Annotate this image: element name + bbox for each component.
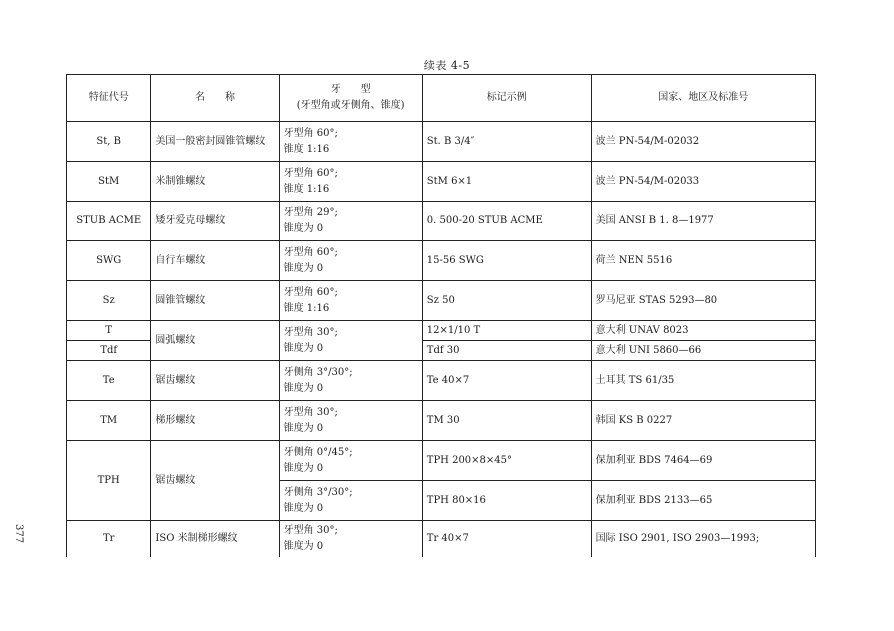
name-cell: 锯齿螺纹	[151, 361, 279, 401]
angle-cell	[279, 241, 422, 281]
angle-line: 牙型角 30°;	[283, 406, 338, 418]
name-cell: ISO 米制梯形螺纹	[151, 521, 279, 557]
code-cell: SWG	[67, 241, 151, 281]
header-angle	[279, 75, 422, 122]
taper-line: 锥度为 0	[283, 422, 324, 434]
standard-cell: 荷兰 NEN 5516	[591, 241, 815, 281]
standard-cell: 国际 ISO 2901, ISO 2903—1993;	[591, 521, 815, 557]
table-row	[67, 401, 816, 441]
angle-cell	[279, 401, 422, 441]
mark-cell: TPH 80×16	[422, 481, 591, 521]
header-standard: 国家、地区及标准号	[591, 75, 815, 122]
mark-cell: StM 6×1	[422, 162, 591, 202]
code-cell: Tdf	[67, 341, 151, 361]
code-cell: T	[67, 321, 151, 341]
code-cell: TPH	[67, 441, 151, 521]
standard-cell: 意大利 UNI 5860—66	[591, 341, 815, 361]
table-row	[67, 202, 816, 241]
table-row	[67, 162, 816, 202]
standard-cell: 美国 ANSI B 1. 8—1977	[591, 202, 815, 241]
header-angle-title: 牙 型	[330, 84, 371, 95]
standard-cell: 韩国 KS B 0227	[591, 401, 815, 441]
code-cell: Tr	[67, 521, 151, 557]
mark-cell: TPH 200×8×45°	[422, 441, 591, 481]
mark-cell: 0. 500-20 STUB ACME	[422, 202, 591, 241]
table-row	[67, 122, 816, 162]
name-cell: 圆弧螺纹	[151, 321, 279, 361]
angle-cell	[279, 122, 422, 162]
header-row	[67, 75, 816, 122]
standard-cell: 保加利亚 BDS 2133—65	[591, 481, 815, 521]
angle-line: 牙型角 60°;	[283, 286, 338, 298]
name-cell: 矮牙爱克母螺纹	[151, 202, 279, 241]
taper-line: 锥度为 0	[283, 342, 324, 354]
code-cell: Sz	[67, 281, 151, 321]
mark-cell: Tr 40×7	[422, 521, 591, 557]
name-cell: 锯齿螺纹	[151, 441, 279, 521]
taper-line: 锥度为 0	[283, 540, 324, 552]
mark-cell: 12×1/10 T	[422, 321, 591, 341]
header-code: 特征代号	[67, 75, 151, 122]
angle-line: 牙型角 30°;	[283, 524, 338, 536]
taper-line: 锥度为 0	[283, 223, 324, 234]
angle-cell	[279, 202, 422, 241]
standard-cell: 波兰 PN-54/M-02033	[591, 162, 815, 202]
taper-line: 锥度为 0	[283, 262, 324, 274]
angle-cell	[279, 321, 422, 361]
name-cell: 圆锥管螺纹	[151, 281, 279, 321]
name-cell: 米制锥螺纹	[151, 162, 279, 202]
taper-line: 锥度为 0	[283, 382, 324, 394]
table-row	[67, 241, 816, 281]
table-row	[67, 441, 816, 481]
taper-line: 锥度为 0	[283, 502, 324, 514]
standard-cell: 罗马尼亚 STAS 5293—80	[591, 281, 815, 321]
angle-cell	[279, 481, 422, 521]
taper-line: 锥度 1:16	[283, 143, 330, 155]
table-caption: 续表 4-5	[423, 59, 471, 72]
code-cell: STUB ACME	[67, 202, 151, 241]
name-cell: 美国一般密封圆锥管螺纹	[151, 122, 279, 162]
code-cell: StM	[67, 162, 151, 202]
code-cell: TM	[67, 401, 151, 441]
header-mark: 标记示例	[422, 75, 591, 122]
angle-line: 牙型角 29°;	[283, 207, 338, 218]
standard-cell: 波兰 PN-54/M-02032	[591, 122, 815, 162]
mark-cell: TM 30	[422, 401, 591, 441]
standard-cell: 土耳其 TS 61/35	[591, 361, 815, 401]
mark-cell: St. B 3/4″	[422, 122, 591, 162]
angle-line: 牙侧角 3°/30°;	[283, 486, 353, 498]
header-angle-subtitle: (牙型角或牙侧角、锥度)	[296, 100, 405, 111]
taper-line: 锥度 1:16	[283, 183, 330, 195]
mark-cell: Sz 50	[422, 281, 591, 321]
header-name: 名 称	[151, 75, 279, 122]
angle-line: 牙型角 60°;	[283, 246, 338, 258]
mark-cell: 15-56 SWG	[422, 241, 591, 281]
table-row	[67, 361, 816, 401]
taper-line: 锥度为 0	[283, 462, 324, 474]
angle-line: 牙型角 30°;	[283, 326, 338, 338]
mark-cell: Te 40×7	[422, 361, 591, 401]
angle-cell	[279, 521, 422, 557]
thread-spec-table	[66, 74, 816, 557]
table-row	[67, 321, 816, 341]
mark-cell: Tdf 30	[422, 341, 591, 361]
angle-line: 牙侧角 0°/45°;	[283, 446, 353, 458]
angle-cell	[279, 441, 422, 481]
angle-line: 牙型角 60°;	[283, 127, 338, 139]
name-cell: 自行车螺纹	[151, 241, 279, 281]
table-row	[67, 521, 816, 557]
page-number: 377	[13, 524, 24, 544]
angle-cell	[279, 162, 422, 202]
taper-line: 锥度 1:16	[283, 302, 330, 314]
code-cell: St, B	[67, 122, 151, 162]
standard-cell: 意大利 UNAV 8023	[591, 321, 815, 341]
code-cell: Te	[67, 361, 151, 401]
angle-cell	[279, 361, 422, 401]
angle-cell	[279, 281, 422, 321]
name-cell: 梯形螺纹	[151, 401, 279, 441]
angle-line: 牙侧角 3°/30°;	[283, 366, 353, 378]
angle-line: 牙型角 60°;	[283, 167, 338, 179]
standard-cell: 保加利亚 BDS 7464—69	[591, 441, 815, 481]
table-row	[67, 281, 816, 321]
